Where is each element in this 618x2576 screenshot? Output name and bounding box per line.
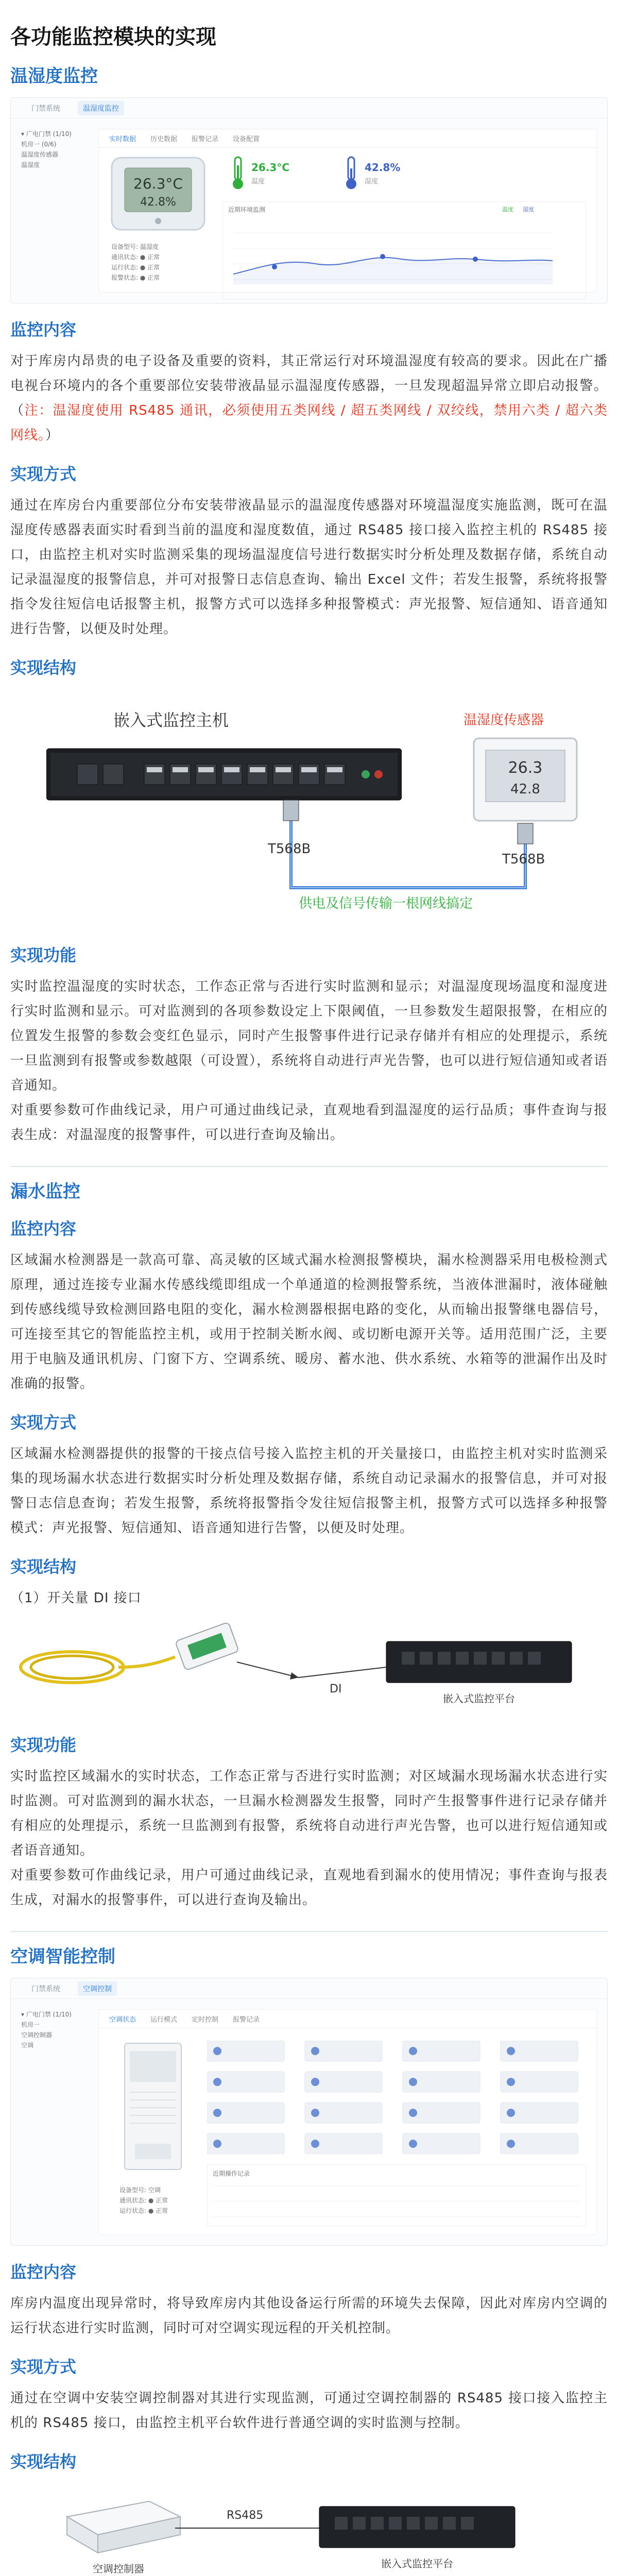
trend-chart	[222, 201, 586, 299]
cable-label-right: T568B	[502, 852, 545, 867]
leak-method-title: 实现方式	[10, 1413, 77, 1432]
temp-method-text: 通过在库房台内重要部位分布安装带液晶显示的温湿度传感器对环境温湿度实施监测，既可在温湿度传感器表面实时看到当前的温度和湿度数值，通过 RS485 接口接入监控主机的 RS485 接口，由监控主机对实时监测采集的现场温湿度信号进行数据实时分析处理及数据存储，系统自动记录温湿度的报警信息，并可对报警日志信息查询、输出 Excel 文件；若发生报警，系统将报警指令发往短信电话报警主机，报警方式可以选择多种报警模式：声光报警、短信通知、语音通知进行告警，以便及时处理。	[10, 498, 608, 637]
info-row: 报警状态: ● 正常	[111, 274, 160, 281]
info-row: 设备型号: 空调	[119, 2187, 161, 2194]
trend-lines	[233, 217, 563, 295]
panel-tab[interactable]: 定时控制	[192, 2016, 219, 2024]
sensor-reading-hum: 42.8%	[140, 196, 176, 209]
tree-item[interactable]: ▾ 广电门禁 (1/10)	[21, 130, 72, 138]
ac-record-panel	[207, 2164, 586, 2226]
panel-tab[interactable]: 实时数据	[109, 135, 136, 143]
rs485-label: RS485	[227, 2509, 264, 2522]
screenshot-topbar	[11, 98, 607, 118]
tab-temp[interactable]: 温湿度监控	[78, 101, 124, 115]
ac-record-title: 近期操作记录	[213, 2170, 250, 2177]
hum-label: 湿度	[365, 178, 379, 185]
tab-access[interactable]: 门禁系统	[31, 104, 60, 113]
temp-value: 26.3°C	[251, 161, 290, 174]
sensor-hum-reading: 42.8	[510, 782, 540, 797]
ac-method-text: 通过在空调中安装空调控制器对其进行实现监测，可通过空调控制器的 RS485 接口接入监控主机的 RS485 接口，由监控主机平台软件进行普通空调的实时监测与控制。	[10, 2391, 608, 2431]
panel-tab[interactable]: 设备配置	[233, 135, 260, 143]
temp-method-title: 实现方式	[10, 464, 77, 484]
leak-method-text: 区域漏水检测器提供的报警的干接点信号接入监控主机的开关量接口，由监控主机对实时监测采集的现场漏水状态进行数据实时分析处理及数据存储，系统自动记录漏水的报警信息，并可对报警日志信息查询；若发生报警，系统将报警指令发往短信报警主机，报警方式可以选择多种报警模式：声光报警、短信通知、语音通知进行告警，以便及时处理。	[10, 1446, 608, 1536]
legend-hum: 湿度	[523, 206, 534, 213]
leak-content-text: 区域漏水检测器是一款高可靠、高灵敏的区域式漏水检测报警模块，漏水检测器采用电极检测式原理，通过连接专业漏水传感线缆即组成一个单通道的检测报警系统，当液体泄漏时，液体碰触到传感线缆导致检测回路电阻的变化，漏水检测器根据电路的变化，从而输出报警继电器信号，可连接至其它的智能监控主机，或用于控制关断水阀、或切断电源开关等。适用范围广泛，主要用于电脑及通讯机房、门窗下方、空调系统、暖房、蓄水池、供水系统、水箱等的泄漏作出及时准确的报警。	[10, 1252, 608, 1392]
leak-section-title: 漏水监控	[10, 1181, 80, 1202]
leak-function-text-2: 对重要参数可作曲线记录，用户可通过曲线记录，直观地看到漏水的使用情况；事件查询与报表生成，对漏水的报警事件，可以进行查询及输出。	[10, 1868, 608, 1908]
panel-tab[interactable]: 历史数据	[150, 135, 178, 143]
thermometer-icon	[228, 155, 248, 191]
device-tree	[21, 2009, 88, 2050]
ac-panel	[98, 2009, 597, 2235]
info-row: 通讯状态: ● 正常	[111, 253, 160, 261]
temp-function-text-2: 对重要参数可作曲线记录，用户可通过曲线记录，直观地看到温湿度的运行品质；事件查询与报表生成：对温湿度的报警事件，可以进行查询及输出。	[10, 1103, 608, 1143]
leak-content-title: 监控内容	[10, 1219, 77, 1239]
ac-content-text: 库房内温度出现异常时，将导致库房内其他设备运行所需的环境失去保障，因此对库房内空调的运行状态进行实时监测，同时可对空调实现远程的开关机控制。	[10, 2296, 608, 2336]
panel-tab[interactable]: 报警记录	[233, 2016, 260, 2024]
ac-control-grid	[207, 2041, 588, 2154]
leak-host-label: 嵌入式监控平台	[443, 1692, 515, 1705]
ac-unit-image	[119, 2041, 186, 2175]
di-label: DI	[330, 1683, 342, 1696]
leak-function-title: 实现功能	[10, 1735, 77, 1755]
tab-access[interactable]: 门禁系统	[31, 1985, 60, 1993]
temp-warning-note: 注：温湿度使用 RS485 通讯，必须使用五类网线 / 超五类网线 / 双绞线，禁用六类 / 超六类网线。	[10, 403, 608, 443]
leak-structure-diagram	[10, 1616, 608, 1719]
temp-function-text-1: 实时监控温湿度的实时状态，工作态正常与否进行实时监测和显示；对温湿度现场温度和湿度进行实时监测和显示。可对监测到的各项参数设定上下限阈值，一旦参数发生超限报警，在相应的位置发生报警的参数会变红色显示，同时产生报警事件进行记录存储并有相应的处理提示，系统一旦监测到有报警或参数越限（可设置），系统将自动进行声光告警，也可以进行短信通知或者语音通知。	[10, 979, 608, 1093]
tab-ac[interactable]: 空调控制	[78, 1981, 117, 1996]
temp-panel-tabs	[99, 129, 596, 148]
host-label: 嵌入式监控主机	[113, 710, 229, 730]
temp-label: 温度	[251, 178, 265, 185]
leak-diagram-graphic	[10, 1616, 608, 1719]
ac-section-title: 空调智能控制	[10, 1946, 115, 1967]
info-row: 运行状态: ● 正常	[119, 2207, 168, 2214]
chart-title: 近期环境监测	[228, 206, 266, 213]
info-row: 通讯状态: ● 正常	[119, 2197, 168, 2204]
device-tree	[21, 129, 88, 170]
section-divider	[10, 1931, 608, 1932]
cable-label-left: T568B	[268, 841, 311, 857]
ac-panel-tabs	[99, 2010, 596, 2028]
tree-item[interactable]: 空调控制器	[21, 2031, 53, 2039]
ac-screenshot	[10, 1978, 608, 2246]
temp-content-text: 对于库房内昂贵的电子设备及重要的资料，其正常运行对环境温湿度有较高的要求。因此在广播电视台环境内的各个重要部位安装带液晶显示温湿度传感器，一旦发现超温异常立即启动报警。（注：温湿度使用 RS485 通讯，必须使用五类网线 / 超五类网线 / 双绞线，禁用六类 / 超六类网线。）	[10, 353, 608, 443]
hum-value: 42.8%	[365, 161, 401, 174]
temp-content-title: 监控内容	[10, 320, 77, 340]
panel-tab[interactable]: 报警记录	[192, 135, 219, 143]
temp-section-title: 温湿度监控	[10, 66, 98, 87]
temp-structure-title: 实现结构	[10, 658, 77, 677]
legend-temp: 温度	[502, 206, 513, 213]
page-title: 各功能监控模块的实现	[10, 25, 216, 49]
tree-item[interactable]: 机房一	[21, 2021, 40, 2028]
screenshot-topbar	[11, 1978, 607, 1999]
tree-item[interactable]: 温湿度	[21, 161, 40, 168]
info-row: 运行状态: ● 正常	[111, 264, 160, 271]
ac-method-title: 实现方式	[10, 2357, 77, 2377]
sensor-reading-temp: 26.3°C	[133, 175, 183, 192]
ac-host-label: 嵌入式监控平台	[381, 2557, 453, 2570]
temp-panel	[98, 129, 597, 293]
temp-screenshot	[10, 97, 608, 303]
info-row: 设备型号: 温湿度	[111, 243, 159, 250]
ac-structure-title: 实现结构	[10, 2452, 77, 2471]
temp-structure-diagram	[10, 687, 608, 929]
ac-structure-diagram	[10, 2481, 608, 2576]
leak-structure-title: 实现结构	[10, 1557, 77, 1577]
tree-item[interactable]: ▾ 广电门禁 (1/10)	[21, 2011, 72, 2018]
tree-item[interactable]: 温湿度传感器	[21, 151, 59, 158]
tree-item[interactable]: 空调	[21, 2042, 34, 2049]
temp-sensor-image	[109, 155, 207, 232]
temp-function-title: 实现功能	[10, 945, 77, 965]
hygrometer-icon	[341, 155, 362, 191]
leak-function-text-1: 实时监控区域漏水的实时状态，工作态正常与否进行实时监测；对区域漏水现场漏水状态进行实时监测。可对监测到的漏水状态，一旦漏水检测器发生报警，同时产生报警事件进行记录存储并有相应的处理提示，系统一旦监测到有报警，系统将自动进行声光告警，也可以进行短信通知或者语音通知。	[10, 1769, 608, 1858]
sensor-temp-reading: 26.3	[508, 759, 543, 777]
section-divider	[10, 1166, 608, 1167]
ac-content-title: 监控内容	[10, 2262, 77, 2282]
leak-structure-item: （1）开关量 DI 接口	[10, 1590, 142, 1606]
panel-tab[interactable]: 运行模式	[150, 2016, 178, 2024]
panel-tab[interactable]: 空调状态	[109, 2016, 136, 2024]
tree-item[interactable]: 机房一 (0/6)	[21, 141, 57, 148]
cable-caption: 供电及信号传输一根网线搞定	[299, 896, 473, 911]
sensor-label: 温湿度传感器	[464, 713, 544, 728]
ac-device-info	[119, 2185, 168, 2216]
controller-label: 空调控制器	[93, 2563, 144, 2575]
temp-device-info	[111, 242, 160, 283]
